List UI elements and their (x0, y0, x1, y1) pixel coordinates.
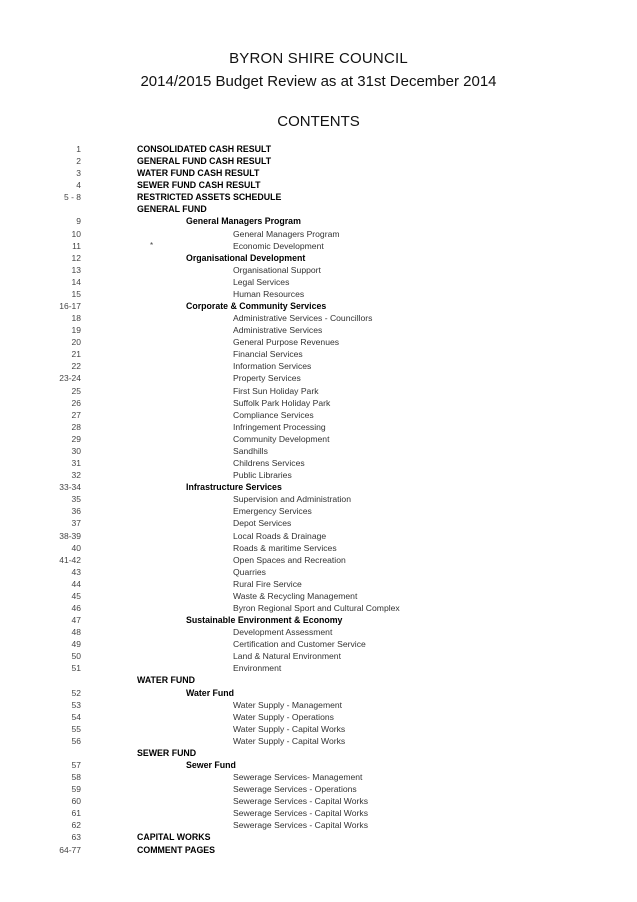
toc-row[interactable] (0, 638, 637, 650)
toc-row[interactable] (0, 264, 637, 276)
toc-row[interactable] (0, 457, 637, 469)
toc-page-number: 20 (71, 337, 81, 348)
toc-entry-label: Sewerage Services - Operations (233, 784, 357, 795)
toc-page-number: 36 (71, 506, 81, 517)
toc-entry-label: Supervision and Administration (233, 494, 351, 505)
toc-entry-label: Sustainable Environment & Economy (186, 615, 343, 626)
toc-page-number: 12 (71, 252, 81, 263)
toc-entry-label: Certification and Customer Service (233, 639, 366, 650)
toc-row[interactable] (0, 626, 637, 638)
toc-row[interactable] (0, 348, 637, 360)
toc-entry-label: CONSOLIDATED CASH RESULT (137, 144, 272, 154)
toc-row[interactable] (0, 203, 637, 215)
toc-row[interactable] (0, 505, 637, 517)
toc-page-number: 14 (71, 276, 81, 287)
toc-entry-label: Sewerage Services- Management (233, 772, 363, 783)
toc-page-number: 54 (71, 711, 81, 722)
toc-entry-label: RESTRICTED ASSETS SCHEDULE (137, 192, 282, 203)
toc-row[interactable] (0, 674, 637, 686)
toc-row[interactable] (0, 336, 637, 348)
toc-row[interactable] (0, 481, 637, 493)
toc-row[interactable] (0, 590, 637, 602)
toc-entry-label: WATER FUND (137, 675, 195, 686)
toc-row[interactable] (0, 807, 637, 819)
toc-row[interactable] (0, 699, 637, 711)
toc-entry-label: Information Services (233, 361, 312, 372)
toc-row[interactable] (0, 578, 637, 590)
toc-page-number: 58 (71, 772, 81, 783)
toc-page-number: 27 (71, 409, 81, 420)
toc-page-number: 41-42 (59, 554, 81, 565)
toc-row[interactable] (0, 530, 637, 542)
toc-page-number: 51 (71, 663, 81, 674)
toc-row[interactable] (0, 735, 637, 747)
toc-entry-label: Water Supply - Management (233, 699, 343, 710)
toc-entry-label: COMMENT PAGES (137, 844, 216, 855)
toc-row[interactable] (0, 143, 637, 155)
toc-entry-label: Water Supply - Operations (233, 711, 334, 722)
toc-marker: * (150, 240, 154, 250)
toc-page-number: 61 (71, 808, 81, 819)
toc-entry-label: Economic Development (233, 240, 324, 251)
toc-page-number: 16-17 (59, 301, 81, 312)
toc-entry-label: Quarries (233, 566, 266, 577)
toc-row[interactable] (0, 554, 637, 566)
toc-page-number: 31 (71, 458, 81, 469)
toc-row[interactable] (0, 602, 637, 614)
toc-page-number: 15 (71, 288, 81, 299)
document-title: BYRON SHIRE COUNCIL (229, 50, 408, 67)
toc-page-number: 44 (71, 578, 81, 589)
toc-row[interactable] (0, 771, 637, 783)
toc-page-number: 55 (71, 723, 81, 734)
toc-row[interactable] (0, 445, 637, 457)
toc-entry-label: SEWER FUND (137, 747, 197, 758)
toc-entry-label: Community Development (233, 433, 330, 444)
toc-row[interactable] (0, 687, 637, 699)
toc-row[interactable] (0, 831, 637, 843)
toc-entry-label: Water Supply - Capital Works (233, 723, 346, 734)
toc-entry-label: GENERAL FUND (137, 204, 207, 215)
toc-entry-label: Sandhills (233, 445, 268, 456)
toc-row[interactable] (0, 469, 637, 481)
toc-row[interactable] (0, 566, 637, 578)
toc-row[interactable] (0, 397, 637, 409)
toc-page-number: 10 (71, 228, 81, 239)
toc-entry-label: Land & Natural Environment (233, 651, 341, 662)
toc-row[interactable] (0, 662, 637, 674)
toc-page-number: 56 (71, 735, 81, 746)
toc-entry-label: Rural Fire Service (233, 578, 302, 589)
toc-row[interactable] (0, 650, 637, 662)
toc-row[interactable] (0, 191, 637, 203)
toc-entry-label: Roads & maritime Services (233, 542, 337, 553)
toc-row[interactable] (0, 240, 637, 252)
toc-page-number: 2 (76, 156, 81, 167)
toc-row[interactable] (0, 819, 637, 831)
toc-page-number: 18 (71, 313, 81, 324)
toc-entry-label: Sewerage Services - Capital Works (233, 796, 369, 807)
toc-row[interactable] (0, 179, 637, 191)
toc-page-number: 48 (71, 627, 81, 638)
toc-row[interactable] (0, 493, 637, 505)
toc-entry-label: Legal Services (233, 276, 290, 287)
toc-page-number: 26 (71, 397, 81, 408)
toc-row[interactable] (0, 288, 637, 300)
toc-page-number: 53 (71, 699, 81, 710)
toc-row[interactable] (0, 759, 637, 771)
toc-page-number: 1 (76, 144, 81, 154)
toc-page-number: 21 (71, 349, 81, 360)
toc-row[interactable] (0, 385, 637, 397)
toc-entry-label: CAPITAL WORKS (137, 832, 211, 843)
toc-entry-label: Depot Services (233, 518, 292, 529)
toc-page-number: 52 (71, 687, 81, 698)
toc-row[interactable] (0, 372, 637, 384)
toc-row[interactable] (0, 228, 637, 240)
toc-entry-label: Water Fund (186, 687, 235, 698)
toc-page-number: 37 (71, 518, 81, 529)
toc-row[interactable] (0, 614, 637, 626)
toc-page-number: 45 (71, 590, 81, 601)
toc-entry-label: Financial Services (233, 349, 303, 360)
toc-row[interactable] (0, 795, 637, 807)
toc-row[interactable] (0, 215, 637, 227)
toc-row[interactable] (0, 542, 637, 554)
toc-page-number: 59 (71, 784, 81, 795)
toc-row[interactable] (0, 324, 637, 336)
toc-entry-label: General Purpose Revenues (233, 337, 340, 348)
table-of-contents (0, 143, 637, 856)
toc-page-number: 5 - 8 (63, 192, 81, 203)
toc-entry-label: Byron Regional Sport and Cultural Complex (233, 602, 400, 613)
toc-page-number: 30 (71, 445, 81, 456)
toc-page-number: 11 (72, 240, 81, 251)
toc-row[interactable] (0, 844, 637, 856)
toc-entry-label: Administrative Services - Councillors (233, 313, 373, 324)
toc-row[interactable] (0, 711, 637, 723)
toc-row[interactable] (0, 300, 637, 312)
toc-entry-label: Human Resources (233, 288, 305, 299)
toc-page-number: 64-77 (59, 844, 81, 855)
toc-row[interactable] (0, 252, 637, 264)
toc-entry-label: Organisational Development (186, 252, 306, 263)
toc-row[interactable] (0, 433, 637, 445)
toc-page-number: 13 (71, 264, 81, 275)
toc-page-number: 28 (71, 421, 81, 432)
toc-entry-label: Public Libraries (233, 470, 292, 481)
toc-entry-label: Administrative Services (233, 325, 323, 336)
toc-entry-label: Environment (233, 663, 282, 674)
toc-entry-label: Waste & Recycling Management (233, 590, 358, 601)
toc-row[interactable] (0, 409, 637, 421)
toc-page-number: 19 (71, 325, 81, 336)
toc-page-number: 32 (71, 470, 81, 481)
toc-page-number: 38-39 (59, 530, 81, 541)
toc-page-number: 47 (71, 615, 81, 626)
toc-row[interactable] (0, 747, 637, 759)
toc-entry-label: Organisational Support (233, 264, 321, 275)
toc-entry-label: First Sun Holiday Park (233, 385, 319, 396)
toc-page-number: 40 (71, 542, 81, 553)
toc-entry-label: Infrastructure Services (186, 482, 282, 493)
toc-entry-label: General Managers Program (186, 216, 301, 227)
toc-page-number: 29 (71, 433, 81, 444)
toc-page-number: 43 (71, 566, 81, 577)
toc-page-number: 9 (76, 216, 81, 227)
toc-entry-label: Suffolk Park Holiday Park (233, 397, 331, 408)
toc-entry-label: Development Assessment (233, 627, 333, 638)
toc-page-number: 3 (76, 168, 81, 179)
toc-row[interactable] (0, 155, 637, 167)
toc-entry-label: Sewerage Services - Capital Works (233, 820, 369, 831)
toc-row[interactable] (0, 421, 637, 433)
toc-entry-label: GENERAL FUND CASH RESULT (137, 156, 272, 167)
toc-page-number: 25 (71, 385, 81, 396)
toc-entry-label: General Managers Program (233, 228, 340, 239)
toc-entry-label: Corporate & Community Services (186, 301, 327, 312)
toc-page-number: 63 (71, 832, 81, 843)
toc-page-number: 23-24 (59, 373, 81, 384)
toc-row[interactable] (0, 312, 637, 324)
toc-entry-label: Compliance Services (233, 409, 314, 420)
toc-row[interactable] (0, 360, 637, 372)
toc-row[interactable] (0, 517, 637, 529)
toc-page-number: 60 (71, 796, 81, 807)
toc-page-number: 62 (71, 820, 81, 831)
contents-heading: CONTENTS (277, 113, 360, 130)
toc-entry-label: Water Supply - Capital Works (233, 735, 346, 746)
toc-page-number: 49 (71, 639, 81, 650)
toc-row[interactable] (0, 167, 637, 179)
document-subtitle: 2014/2015 Budget Review as at 31st December 2014 (140, 73, 497, 90)
toc-entry-label: WATER FUND CASH RESULT (137, 168, 260, 179)
toc-page-number: 57 (71, 759, 81, 770)
toc-page-number: 46 (71, 602, 81, 613)
toc-row[interactable] (0, 723, 637, 735)
toc-entry-label: Local Roads & Drainage (233, 530, 327, 541)
toc-entry-label: Infringement Processing (233, 421, 326, 432)
toc-page-number: 4 (76, 180, 81, 191)
toc-entry-label: Sewer Fund (186, 759, 236, 770)
toc-entry-label: Childrens Services (233, 458, 305, 469)
toc-entry-label: Property Services (233, 373, 301, 384)
toc-row[interactable] (0, 276, 637, 288)
toc-row[interactable] (0, 783, 637, 795)
toc-page-number: 50 (71, 651, 81, 662)
toc-entry-label: Open Spaces and Recreation (233, 554, 346, 565)
toc-entry-label: Sewerage Services - Capital Works (233, 808, 369, 819)
toc-page-number: 35 (71, 494, 81, 505)
toc-page-number: 33-34 (59, 482, 81, 493)
toc-page-number: 22 (71, 361, 81, 372)
toc-entry-label: SEWER FUND CASH RESULT (137, 180, 261, 191)
toc-entry-label: Emergency Services (233, 506, 312, 517)
